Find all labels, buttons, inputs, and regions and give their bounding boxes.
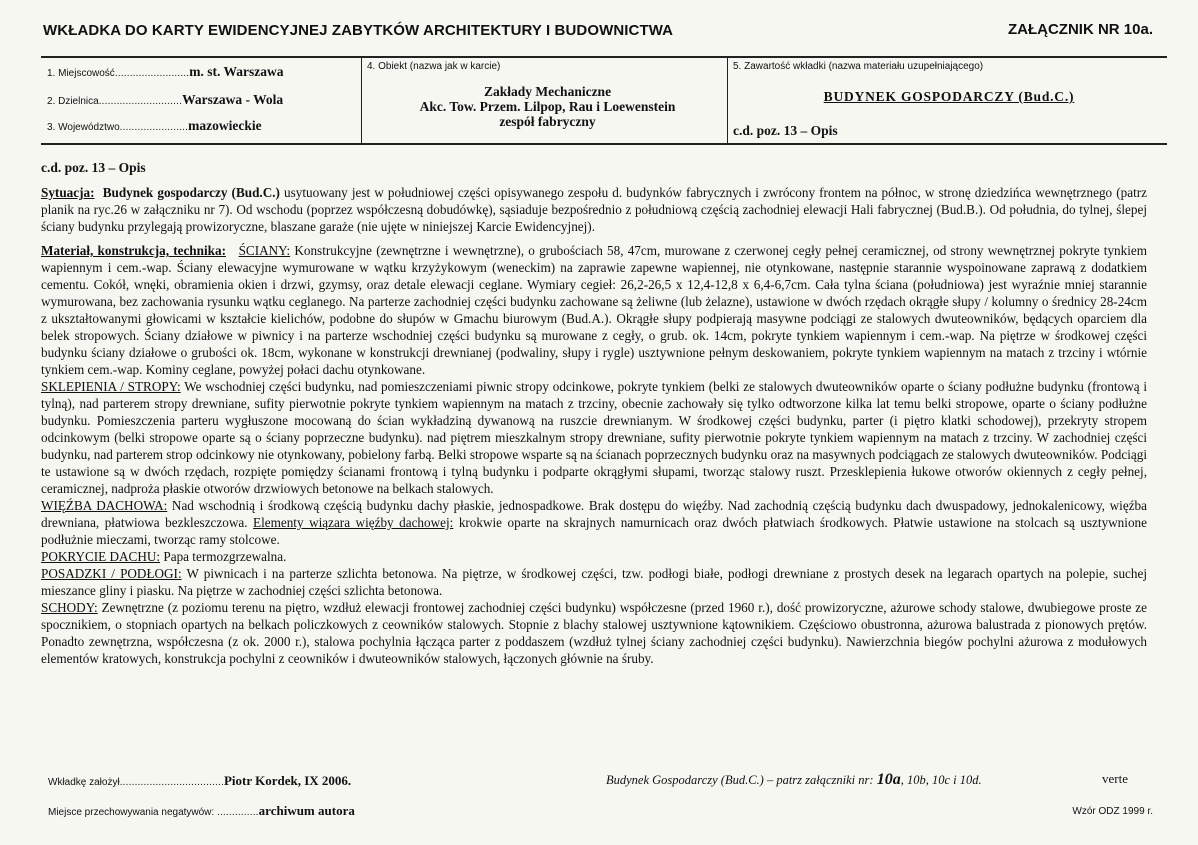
schody-heading: SCHODY: bbox=[41, 600, 98, 615]
material-heading: Materiał, konstrukcja, technika: bbox=[41, 243, 226, 258]
pokrycie-heading: POKRYCIE DACHU: bbox=[41, 549, 161, 564]
material-paragraph bbox=[41, 242, 1147, 378]
sytuacja-text: usytuowany jest w południowej części opisywanego zespołu d. budynków fabrycznych i zwrócony frontem na północ, w stronę dziedzińca wewnętrznego (patrz planik na ryc.26 w załączniku nr 7). Od wschodu (poprzez współczesną dobudówkę), sąsiaduje bezpośrednio z południową częścią zachodniej elewacji Hali fabrycznej (Bud.B.). Od południa, do tylnej, ślepej ściany budynku przylegają prowizoryczne, blaszane garaże (nie ujęte w niniejszej Karcie Ewidencyjnej). bbox=[41, 185, 1147, 234]
sklepienia-heading: SKLEPIENIA / STROPY: bbox=[41, 379, 181, 394]
annex-reference-text: Budynek Gospodarczy (Bud.C.) – patrz załączniki nr: bbox=[606, 773, 877, 787]
grid-divider-1 bbox=[361, 58, 362, 143]
schody-paragraph bbox=[41, 599, 1147, 667]
dzielnica-value: Warszawa - Wola bbox=[182, 92, 284, 107]
schody-text: Zewnętrzne (z poziomu terenu na piętro, wzdłuż elewacji frontowej zachodniej części budynku) współczesne (przed 1960 r.), dość prowizoryczne, ażurowe schody stalowe, dwubiegowe proste ze spocznikiem, o stopniach opartych na belkach policzkowych z ceowników stalowych. Stopnie z blachy stalowej usztywnione kątownikiem. Częściowo obustronna, ażurowa balustrada z pionowych prętów. Ponadto zewnętrzna, współczesna (z ok. 2000 r.), stalowa pochylnia łącząca parter z poddaszem (wzdłuż tylnej ściany zachodniej części budynku). Nawierzchnia biegów pochylni ażurowa z modułowych elementów kratowych, konstrukcja pochylni z ceowników i dwuteowników stalowych, łączonych głównie na śruby. bbox=[41, 600, 1147, 666]
wojewodztwo-row: 3. Województwo.......................mazowieckie bbox=[47, 118, 262, 133]
obiekt-line-1: Zakłady Mechaniczne bbox=[483, 84, 612, 99]
negatives-label: Miejsce przechowywania negatywów: bbox=[48, 807, 217, 818]
sciany-heading: ŚCIANY: bbox=[238, 243, 291, 258]
wojewodztwo-label: 3. Województwo bbox=[47, 122, 120, 133]
negatives-row: Miejsce przechowywania negatywów: ..............archiwum autora bbox=[48, 803, 355, 818]
obiekt-line-2: Akc. Tow. Przem. Lilpop, Rau i Loewenstein bbox=[419, 99, 676, 114]
form-template-version: Wzór ODZ 1999 r. bbox=[1072, 806, 1153, 817]
posadzki-paragraph bbox=[41, 565, 1147, 599]
dzielnica-row: 2. Dzielnica............................Warszawa - Wola bbox=[47, 92, 284, 107]
zawartosc-position: c.d. poz. 13 – Opis bbox=[733, 123, 838, 138]
wiezba-subheading: Elementy wiązara więźby dachowej: bbox=[253, 515, 454, 530]
miejscowosc-value: m. st. Warszawa bbox=[189, 64, 284, 79]
author-value: Piotr Kordek, IX 2006. bbox=[223, 773, 352, 788]
posadzki-heading: POSADZKI / PODŁOGI: bbox=[41, 566, 182, 581]
sciany-text: Konstrukcyjne (zewnętrzne i wewnętrzne), o grubościach 58, 47cm, murowane z czerwonej cegły pełnej ceramicznej, od strony wewnętrznej pokryte tynkiem wapiennym i cem.-wap. Ściany elewacyjne wymurowane w wątku krzyżykowym (weneckim) na zaprawie zapewne wapiennej, nie otynkowane, następnie starannie wyspoinowane zaprawą z dodatkiem cementu. Cokół, wnęki, obramienia okien i drzwi, gzymsy, oraz detale elewacji ceglane. Wymiary cegieł: 26,2-26,5 x 12,4-12,8 x 6,4-6,7cm. Cała tylna ściana (południowa) jest wyraźnie mniej starannie wymurowana, bez zachowania rysunku wątku ceglanego. Na parterze zachodniej części budynku zachowane są żeliwne (lub żelazne), ustawione w dwóch rzędach okrągłe słupy / kolumny o średnicy 28-24cm z ukształtowanymi głowicami w kształcie kielichów, podobne do słupów w Gmachu biurowym (Bud.A.). Okrągłe słupy podpierają masywne podciągi ze stalowych dwuteowników, będących oparciem dla belek stropowych. Ściany działowe w piwnicy i na parterze wschodniej części budynku są murowane z cegły, o grub. ok. 14cm, pokryte tynkiem wapiennym i cem.-wap. Na piętrze w środkowej części budynku ściany działowe o grubości ok. 18cm, wykonane w konstrukcji drewnianej (podwaliny, słupy i rygle) usztywnione pełnym deskowaniem, pokryte tynkiem wapiennym na matach z trzciny i wtórnie tynkiem cem.-wap. Kominy ceglane, powyżej połaci dachu otynkowane. bbox=[41, 243, 1148, 377]
wiezba-text-2: krokwie oparte na skrajnych namurnicach oraz dwóch płatwiach środkowych. Płatwie ustawione na stolcach są usztywnione podłużnie mieczami, tworząc ramy stolcowe. bbox=[41, 515, 1147, 547]
annex-reference bbox=[606, 771, 982, 789]
miejscowosc-row: 1. Miejscowość.........................m. st. Warszawa bbox=[47, 64, 284, 79]
miejscowosc-label: 1. Miejscowość bbox=[47, 68, 115, 79]
obiekt-name bbox=[366, 84, 729, 129]
dzielnica-label: 2. Dzielnica bbox=[47, 96, 99, 107]
negatives-value: archiwum autora bbox=[258, 803, 355, 818]
wiezba-heading: WIĘŹBA DACHOWA: bbox=[41, 498, 168, 513]
annex-reference-main: 10a bbox=[876, 771, 901, 788]
wojewodztwo-value: mazowieckie bbox=[188, 118, 262, 133]
zawartosc-label: 5. Zawartość wkładki (nazwa materiału uzupełniającego) bbox=[733, 61, 984, 72]
description-body bbox=[41, 184, 1147, 667]
pokrycie-text: Papa termozgrzewalna. bbox=[160, 549, 287, 564]
zawartosc-title: BUDYNEK GOSPODARCZY (Bud.C.) bbox=[823, 89, 1075, 104]
verte-label: verte bbox=[1102, 771, 1128, 786]
obiekt-line-3: zespół fabryczny bbox=[499, 114, 596, 129]
author-row: Wkładkę założył...................................Piotr Kordek, IX 2006. bbox=[48, 773, 352, 788]
annex-reference-rest: , 10b, 10c i 10d. bbox=[900, 773, 982, 787]
sklepienia-paragraph bbox=[41, 378, 1147, 497]
sytuacja-paragraph bbox=[41, 184, 1147, 235]
pokrycie-paragraph bbox=[41, 548, 1147, 565]
obiekt-label: 4. Obiekt (nazwa jak w karcie) bbox=[367, 61, 501, 72]
posadzki-text: W piwnicach i na parterze szlichta betonowa. Na piętrze, w środkowej części, tzw. podłogi białe, podłogi drewniane z prostych desek na legarach opartych na polepie, suchej mieszance gliny i piasku. Na piętrze w zachodniej części szlichta betonowa. bbox=[41, 566, 1147, 598]
sklepienia-text: We wschodniej części budynku, nad pomieszczeniami piwnic stropy odcinkowe, pokryte tynkiem (belki ze stalowych dwuteowników oparte o ściany podłużne budynku (frontową i tylną), nad parterem stropy drewniane, sufity pierwotnie pokryte tynkiem wapiennym na matach z trzciny, obecnie zachowały się tylko odtworzone kilka lat temu belki stropowe, oparte o ściany podłużne budynku. Pomieszczenia parteru wygłuszone mocowaną do ścian wykładziną dywanową na ruszcie drewnianym. W środkowej części budynku, parter (i piętro klatki schodowej), przekryty stropem odcinkowym (belki stropowe oparte są o ściany poprzeczne budynku). nad piętrem mieszkalnym stropy drewniane, sufity pierwotnie pokryte tynkiem wapiennym na matach z trzciny. W zachodniej części budynku, nad parterem strop odcinkowy nie otynkowany, pobielony farbą. Belki stropowe wsparte są na ścianach poprzecznych budynku oraz na masywnych podciągach ze stalowych dwuteowników. Podciągi te ustawione są w dwóch rzędach, rozpięte pomiędzy ścianami frontową i tylną budynku i podparte okrągłymi słupami, tworząc stalowy ruszt. Przesklepienia łukowe otworów okiennych z cegły pełnej, ceramicznej, nadproża płaskie otworów drzwiowych betonowe na belkach stalowych. bbox=[41, 379, 1147, 496]
annex-number: ZAŁĄCZNIK NR 10a. bbox=[1007, 21, 1153, 38]
wiezba-paragraph bbox=[41, 497, 1147, 548]
section-heading: c.d. poz. 13 – Opis bbox=[41, 160, 146, 175]
header-grid bbox=[41, 56, 1167, 145]
wiezba-text-1: Nad wschodnią i środkową częścią budynku dachy płaskie, jednospadkowe. Brak dostępu do więźby. Nad zachodnią częścią budynku dach dwuspadowy, jednokalenicowy, więźba drewniana, płatwiowa bezkleszczowa. bbox=[41, 498, 1147, 530]
sytuacja-bold: Budynek gospodarczy (Bud.C.) bbox=[102, 185, 280, 200]
author-label: Wkładkę założył bbox=[48, 777, 120, 788]
sytuacja-heading: Sytuacja: bbox=[41, 185, 95, 200]
form-title: WKŁADKA DO KARTY EWIDENCYJNEJ ZABYTKÓW ARCHITEKTURY I BUDOWNICTWA bbox=[43, 22, 674, 39]
